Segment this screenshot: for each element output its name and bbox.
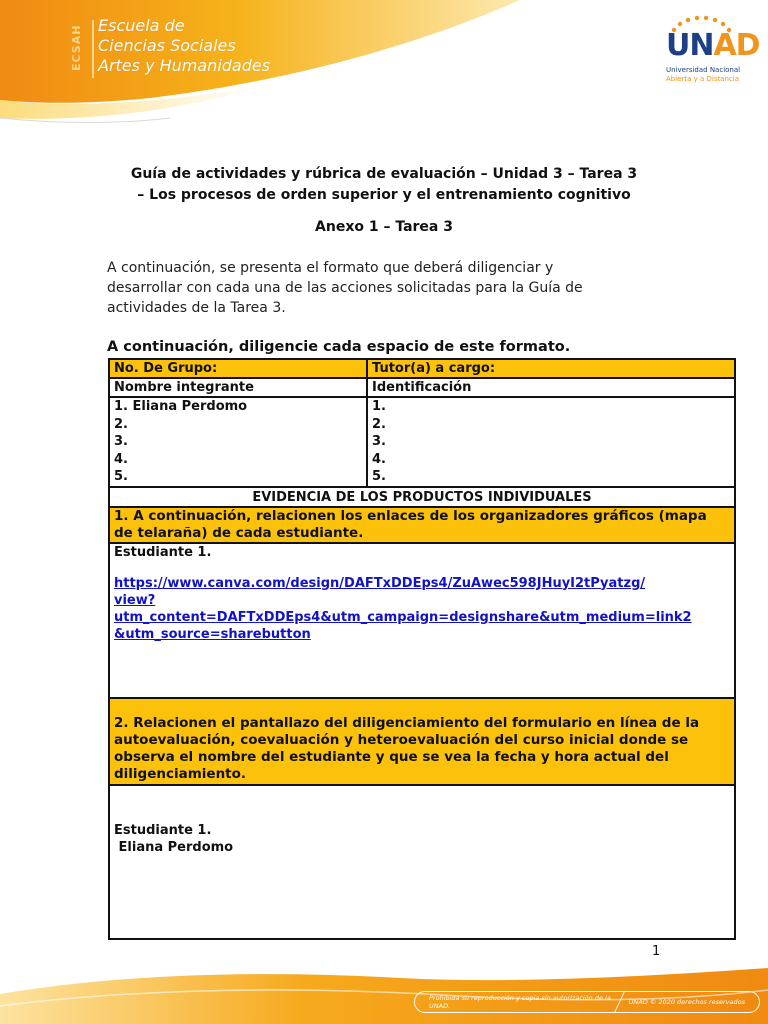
unad-subtitle xyxy=(666,66,740,84)
unad-logo xyxy=(660,14,760,94)
page-header xyxy=(0,0,768,140)
school-line-1: Escuela de xyxy=(98,16,185,35)
activity-form-table xyxy=(108,358,736,940)
student-1-label-b: Estudiante 1. xyxy=(114,822,212,838)
section-title: EVIDENCIA DE LOS PRODUCTOS INDIVIDUALES xyxy=(252,489,592,505)
member-5: 5. xyxy=(114,469,128,484)
intro-paragraph: A continuación, se presenta el formato que deberá diligenciar y desarrollar con cada una de las acciones solicitadas para la Guía de actividades de la Tarea 3. xyxy=(107,260,583,316)
table-row-section xyxy=(109,487,735,507)
column-name-header: Nombre integrante xyxy=(109,378,367,397)
ecsah-badge: ECSAH xyxy=(70,24,83,72)
answer-1-cell[interactable] xyxy=(109,543,735,698)
id-5: 5. xyxy=(372,469,386,484)
title-line-2: – Los procesos de orden superior y el entrenamiento cognitivo xyxy=(137,187,631,203)
table-row-q2 xyxy=(109,698,735,785)
member-3: 3. xyxy=(114,434,128,449)
student-1-label: Estudiante 1. xyxy=(114,544,212,560)
id-2: 2. xyxy=(372,416,386,432)
canva-link-line-1[interactable]: https://www.canva.com/design/DAFTxDDEps4/ZuAwec598JHuyI2tPyatzg/ xyxy=(114,575,646,591)
footer-rights: UNAD © 2020 derechos reservados xyxy=(628,998,745,1006)
unad-wordmark: UNAD xyxy=(666,28,760,63)
section-title-cell xyxy=(109,487,735,507)
annex-title: Anexo 1 – Tarea 3 xyxy=(315,219,453,235)
id-3: 3. xyxy=(372,434,386,449)
canva-link-line-2[interactable]: view? xyxy=(114,592,156,608)
member-4: 4. xyxy=(114,451,128,467)
student-1-name: Eliana Perdomo xyxy=(114,839,234,855)
member-1: 1. Eliana Perdomo xyxy=(114,399,248,414)
table-row-q1 xyxy=(109,507,735,543)
table-row-header xyxy=(109,359,735,378)
unad-sub-line-1: Universidad Nacional xyxy=(666,66,741,74)
members-cell[interactable] xyxy=(109,397,367,487)
id-1: 1. xyxy=(372,399,386,414)
footer-notice-pill xyxy=(414,991,760,1013)
instruction-text: A continuación, diligencie cada espacio de este formato. xyxy=(107,339,571,355)
group-number-cell[interactable]: No. De Grupo: xyxy=(109,359,367,378)
answer-2-cell[interactable] xyxy=(109,785,735,939)
canva-link-line-4[interactable]: &utm_source=sharebutton xyxy=(114,626,311,642)
table-row-columns xyxy=(109,378,735,397)
school-line-2: Ciencias Sociales xyxy=(98,36,236,55)
table-row-answer-2 xyxy=(109,785,735,939)
school-name xyxy=(98,16,270,76)
table-row-members xyxy=(109,397,735,487)
title-line-1: Guía de actividades y rúbrica de evaluación – Unidad 3 – Tarea 3 xyxy=(130,166,638,182)
question-1-cell: 1. A continuación, relacionen los enlaces de los organizadores gráficos (mapa de telaraña) de cada estudiante. xyxy=(109,507,735,543)
school-line-3: Artes y Humanidades xyxy=(98,56,271,75)
document-title xyxy=(100,164,668,206)
canva-link[interactable] xyxy=(114,575,730,643)
page-number: 1 xyxy=(652,944,661,959)
table-row-answer-1 xyxy=(109,543,735,698)
tutor-cell[interactable]: Tutor(a) a cargo: xyxy=(367,359,735,378)
member-2: 2. xyxy=(114,416,128,432)
column-id-header: Identificación xyxy=(367,378,735,397)
canva-link-line-3[interactable]: utm_content=DAFTxDDEps4&utm_campaign=designshare&utm_medium=link2 xyxy=(114,609,692,625)
school-divider xyxy=(92,20,94,78)
question-2-cell: 2. Relacionen el pantallazo del diligenciamiento del formulario en línea de la autoevaluación, coevaluación y heteroevaluación del curso inicial donde se observa el nombre del estudiante y que se vea la fecha y hora actual del diligenciamiento. xyxy=(109,698,735,785)
id-4: 4. xyxy=(372,451,386,467)
ids-cell[interactable] xyxy=(367,397,735,487)
unad-sub-line-2: Abierta y a Distancia xyxy=(666,75,740,83)
footer-notice: Prohibida su reproducción y copia sin autorización de la UNAD. xyxy=(429,994,611,1010)
